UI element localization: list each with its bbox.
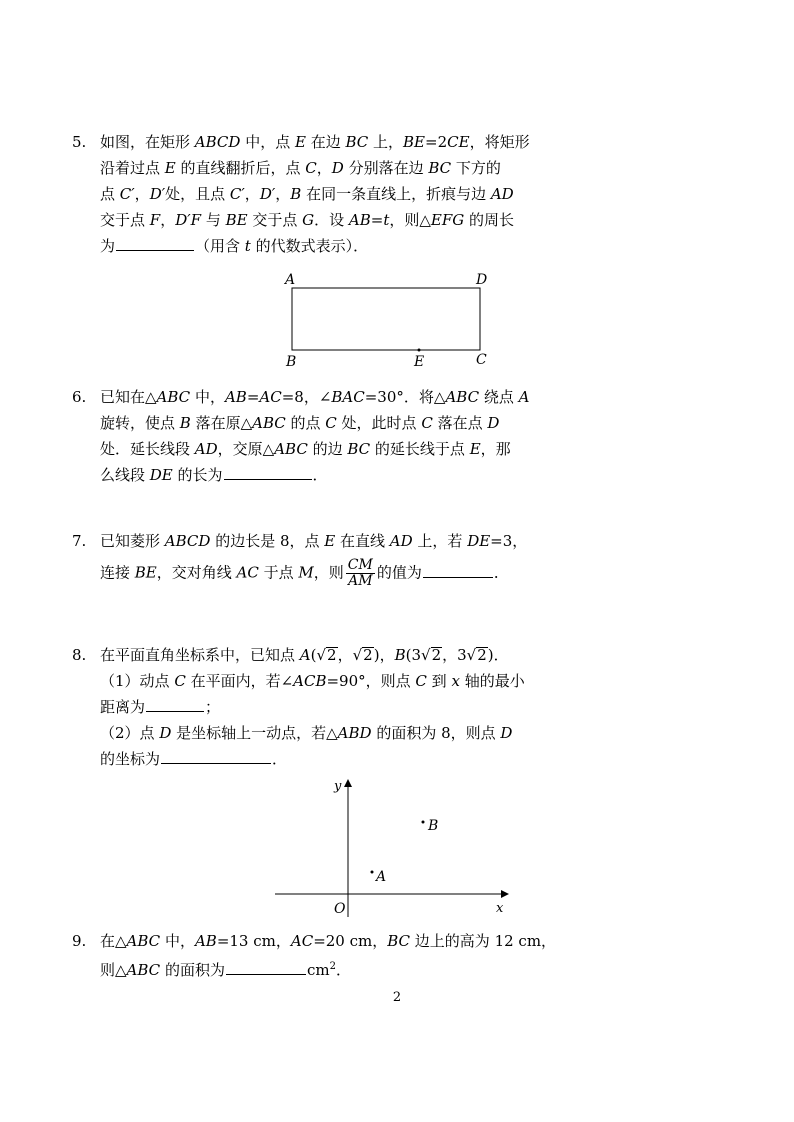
- label-x: x: [496, 901, 504, 916]
- label-e: E: [414, 354, 425, 370]
- problem-number: 9.: [72, 932, 87, 950]
- sqrt-2: √2: [352, 646, 373, 664]
- answer-blank[interactable]: [161, 748, 271, 764]
- problem-number: 6.: [72, 388, 87, 406]
- label-d: D: [476, 272, 488, 288]
- label-c: C: [476, 352, 487, 368]
- rectangle-figure: [280, 268, 500, 370]
- fraction-cm-over-am: $\frac{CM}{AM}$: [347, 557, 373, 589]
- label-b: B: [286, 354, 297, 370]
- problem-5-line-1: 如图，在矩形 ABCD 中，点 E 在边 BC 上，BE=2CE，将矩形: [100, 133, 530, 151]
- problem-9-line-1: 在△ABC 中，AB=13 cm，AC=20 cm，BC 边上的高为 12 cm，: [100, 932, 557, 950]
- answer-blank[interactable]: [226, 959, 306, 975]
- problem-8-line-5: 的坐标为 ．: [100, 750, 288, 768]
- problem-7-line-1: 已知菱形 ABCD 的边长是 8，点 E 在直线 AD 上，若 DE=3，: [100, 532, 528, 550]
- problem-7-line-2: 连接 BE，交对角线 AC 于点 M，则 $\frac{CM}{AM}$ 的值为 ．: [100, 557, 509, 589]
- problem-9-line-2: 则△ABC 的面积为 $cm^2$．: [100, 961, 351, 979]
- answer-blank[interactable]: [423, 562, 493, 578]
- coordinate-figure: [270, 772, 520, 922]
- label-a: A: [376, 869, 387, 885]
- problem-8-line-3: 距离为 ；: [100, 698, 221, 716]
- sqrt-2: √2: [316, 646, 337, 664]
- point-e-dot: [418, 349, 421, 352]
- problem-5-line-4: 交于点 F，D′F 与 BE 交于点 G．设 AB=t，则△EFG 的周长: [100, 211, 515, 229]
- problem-8-line-2: （1）动点 C 在平面内，若∠ACB=90°，则点 C 到 x 轴的最小: [100, 672, 525, 690]
- problem-5-line-5: 为 （用含 t 的代数式表示）．: [100, 237, 369, 255]
- problem-8-line-1: 在平面直角坐标系中，已知点 A(√2，√2)，B(3√2，3√2)．: [100, 642, 509, 668]
- sqrt-2: √2: [466, 646, 487, 664]
- sqrt-2: √2: [421, 646, 442, 664]
- label-b: B: [428, 818, 439, 834]
- rectangle-abcd: [292, 288, 480, 350]
- problem-6-line-3: 处．延长线段 AD，交原△ABC 的边 BC 的延长线于点 E，那: [100, 440, 511, 458]
- problem-number: 5.: [72, 133, 87, 151]
- problem-8-line-4: （2）点 D 是坐标轴上一动点，若△ABD 的面积为 8，则点 D: [100, 724, 513, 742]
- point-b-dot: [422, 821, 425, 824]
- label-a: A: [285, 272, 296, 288]
- answer-blank[interactable]: [146, 696, 204, 712]
- problem-number: 8.: [72, 646, 87, 664]
- problem-6-line-1: 已知在△ABC 中，AB=AC=8，∠BAC=30°．将△ABC 绕点 A: [100, 388, 530, 406]
- answer-blank[interactable]: [116, 235, 194, 251]
- point-a-dot: [371, 871, 374, 874]
- problem-5-line-2: 沿着过点 E 的直线翻折后，点 C，D 分别落在边 BC 下方的: [100, 159, 501, 177]
- problem-6-line-2: 旋转，使点 B 落在原△ABC 的点 C 处，此时点 C 落在点 D: [100, 414, 500, 432]
- page-number: 2: [392, 990, 402, 1005]
- problem-6-line-4: 么线段 DE 的长为 ．: [100, 466, 328, 484]
- answer-blank[interactable]: [224, 464, 312, 480]
- label-origin: O: [334, 901, 346, 917]
- problem-5-line-3: 点 C′，D′处，且点 C′，D′，B 在同一条直线上，折痕与边 AD: [100, 185, 514, 203]
- problem-number: 7.: [72, 532, 87, 550]
- label-y: y: [334, 779, 342, 794]
